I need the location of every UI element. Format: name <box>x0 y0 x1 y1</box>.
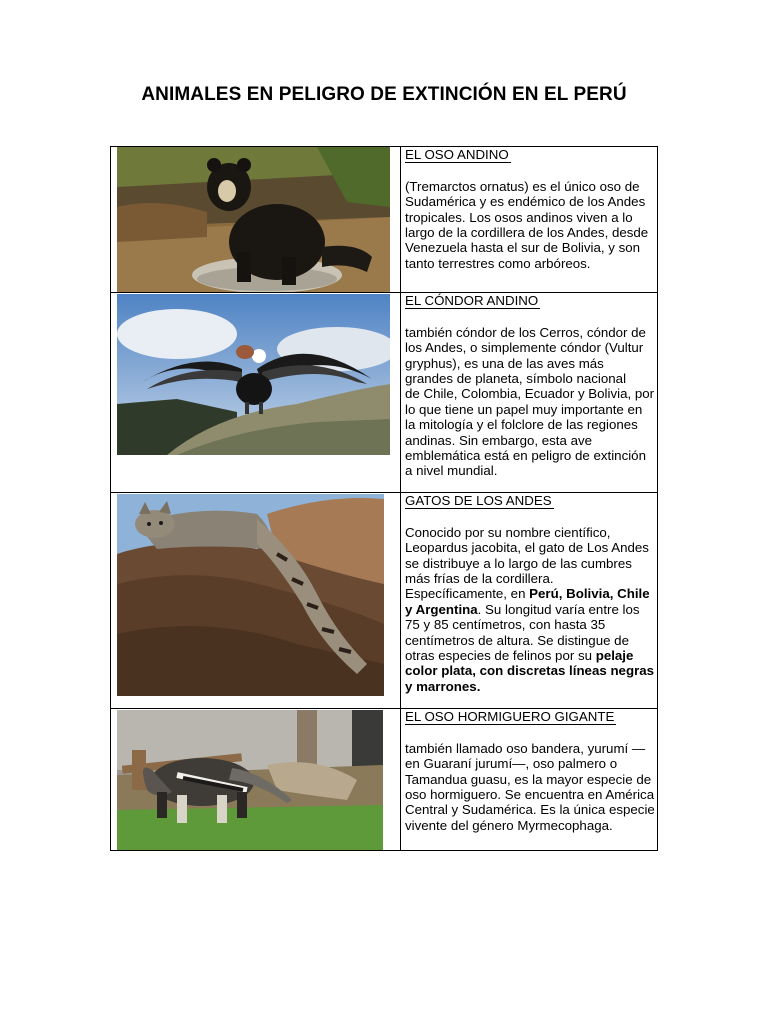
column-divider <box>400 709 401 850</box>
bold-countries: Perú, Bolivia, Chile y Argentina <box>405 586 650 617</box>
image-cell <box>111 493 400 708</box>
andean-bear-photo <box>117 147 390 292</box>
description-cell <box>405 493 655 694</box>
column-divider <box>400 493 401 708</box>
page-title: ANIMALES EN PELIGRO DE EXTINCIÓN EN EL PERÚ <box>141 84 627 105</box>
text-segment: . Su longitud varía entre los 75 y 85 centímetros, con hasta 35 centímetros de altura. Se distingue de otras especies de felinos por su <box>405 601 640 664</box>
image-cell <box>111 147 400 292</box>
description-cell <box>405 709 655 833</box>
row-description: también cóndor de los Cerros, cóndor de los Andes, o simplemente cóndor (Vultur gryphus), es una de las aves más grandes de planeta, símbolo nacional <box>405 324 646 387</box>
image-cell <box>111 293 400 492</box>
image-cell <box>111 709 400 850</box>
row-description: Conocido por su nombre científico, Leopardus jacobita, el gato de Los Andes se distribuye a lo largo de las cumbres más frías de la cordillera. <box>405 524 649 587</box>
animals-table <box>110 146 658 851</box>
giant-anteater-photo <box>117 710 383 850</box>
table-row <box>111 147 657 293</box>
table-row <box>111 709 657 850</box>
row-heading: EL OSO HORMIGUERO GIGANTE <box>405 709 615 724</box>
row-heading: EL CÓNDOR ANDINO <box>405 293 539 308</box>
column-divider <box>400 293 401 492</box>
row-heading: EL OSO ANDINO <box>405 147 509 162</box>
description-cell <box>405 147 655 271</box>
table-row <box>111 293 657 493</box>
andean-cat-photo <box>117 494 384 696</box>
bold-fur-description: pelaje color plata, con discretas líneas negras y marrones. <box>405 648 655 694</box>
column-divider <box>400 147 401 292</box>
row-description: también llamado oso bandera, yurumí —en Guaraní jurumí—, oso palmero o Tamandua guasu, es la mayor especie de oso hormiguero. Se encuentra en América Central y Sudamérica. Es la única especie vivente del género Myrmecophaga. <box>405 740 655 833</box>
andean-condor-photo <box>117 294 390 455</box>
row-description: (Tremarctos ornatus) es el único oso de Sudamérica y es endémico de los Andes tropicales. Los osos andinos viven a lo largo de la cordillera de los Andes, desde Venezuela hasta el sur de Bolivia, y son tanto terrestres como arbóreos. <box>405 178 649 271</box>
row-description-continued: de Chile, Colombia, Ecuador y Bolivia, por lo que tiene un papel muy importante en la mitología y el folclore de las regiones andinas. Sin embargo, esta ave emblemática está en peligro de extinción a nivel mundial. <box>405 386 655 479</box>
table-row <box>111 493 657 709</box>
row-heading: GATOS DE LOS ANDES <box>405 493 552 508</box>
row-description-continued <box>405 586 655 694</box>
description-cell <box>405 293 655 479</box>
text-segment: Específicamente, en <box>405 586 530 602</box>
